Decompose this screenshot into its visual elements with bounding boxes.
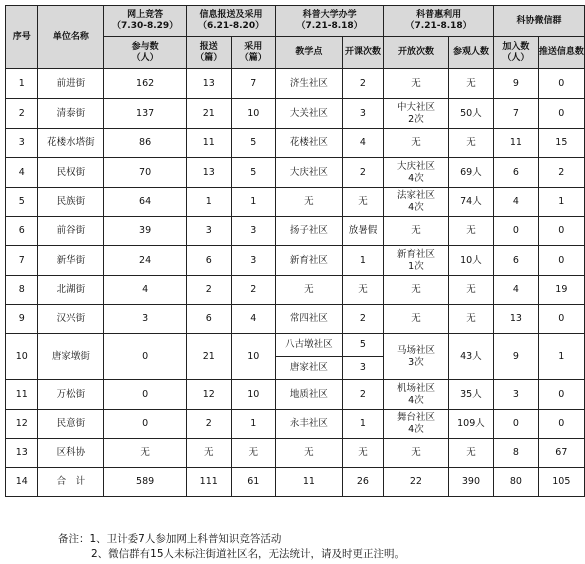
table-row (6, 439, 585, 468)
push-info-cell: 0 (538, 380, 584, 410)
header-joined: 加入数 （人） (494, 37, 539, 69)
teach-point-cell: 11 (276, 468, 343, 497)
joined-cell: 4 (494, 188, 539, 217)
joined-cell: 0 (494, 410, 539, 439)
submitted-cell: 12 (186, 380, 231, 410)
visitors-cell: 无 (448, 217, 493, 246)
participants-cell: 0 (104, 380, 187, 410)
joined-cell: 8 (494, 439, 539, 468)
joined-cell: 13 (494, 305, 539, 334)
joined-cell: 6 (494, 246, 539, 276)
open-count-cell (384, 99, 449, 129)
seq-cell: 10 (6, 334, 38, 380)
header-wechat: 科协微信群 (494, 6, 585, 37)
adopted-cell: 2 (231, 276, 276, 305)
teach-point-cell: 花楼社区 (276, 129, 343, 158)
open-count-value: 法家社区 (396, 190, 435, 201)
visitors-cell: 无 (448, 276, 493, 305)
seq-cell: 2 (6, 99, 38, 129)
header-adopted: 采用 （篇） (231, 37, 276, 69)
visitors-cell: 无 (448, 305, 493, 334)
open-count-times: 2次 (408, 113, 424, 125)
class-count-cell: 5 (342, 334, 383, 357)
unit-cell: 民意街 (38, 410, 104, 439)
class-count-cell: 4 (342, 129, 383, 158)
joined-cell: 0 (494, 217, 539, 246)
push-info-cell: 1 (538, 334, 584, 380)
seq-cell: 11 (6, 380, 38, 410)
unit-cell: 民权街 (38, 158, 104, 188)
class-count-cell: 放暑假 (342, 217, 383, 246)
table-row (6, 99, 585, 129)
joined-cell: 7 (494, 99, 539, 129)
open-count-value: 无 (411, 77, 421, 89)
open-count-cell (384, 380, 449, 410)
participants-cell: 86 (104, 129, 187, 158)
open-count-value: 舞台社区 (396, 412, 435, 423)
open-count-times: 4次 (408, 424, 424, 435)
table-row (6, 276, 585, 305)
open-count-cell (384, 276, 449, 305)
unit-cell: 万松街 (38, 380, 104, 410)
participants-cell: 64 (104, 188, 187, 217)
class-count-cell: 26 (342, 468, 383, 497)
table-row (6, 380, 585, 410)
header-unit: 单位名称 (38, 6, 104, 69)
class-count-cell: 1 (342, 410, 383, 439)
seq-cell: 12 (6, 410, 38, 439)
table-row (6, 305, 585, 334)
adopted-cell: 3 (231, 217, 276, 246)
table-row (6, 468, 585, 497)
header-visitors: 参观人数 (448, 37, 493, 69)
participants-cell: 70 (104, 158, 187, 188)
class-count-cell: 3 (342, 357, 383, 380)
unit-cell: 民族街 (38, 188, 104, 217)
header-teach-point: 教学点 (276, 37, 343, 69)
class-count-cell: 2 (342, 69, 383, 99)
teach-point-cell: 新育社区 (276, 246, 343, 276)
seq-cell: 6 (6, 217, 38, 246)
class-count-cell: 3 (342, 99, 383, 129)
unit-cell: 前进街 (38, 69, 104, 99)
header-participants: 参与数 （人） (104, 37, 187, 69)
table-row (6, 158, 585, 188)
unit-cell: 花楼水塔街 (38, 129, 104, 158)
open-count-times: 4次 (408, 394, 424, 406)
participants-cell: 137 (104, 99, 187, 129)
open-count-cell (384, 129, 449, 158)
submitted-cell: 111 (186, 468, 231, 497)
open-count-cell (384, 468, 449, 497)
seq-cell: 8 (6, 276, 38, 305)
table-row (6, 246, 585, 276)
open-count-value: 无 (411, 137, 421, 148)
header-class-count: 开课次数 (342, 37, 383, 69)
open-count-value: 无 (411, 313, 421, 324)
seq-cell: 7 (6, 246, 38, 276)
teach-point-cell: 无 (276, 276, 343, 305)
unit-cell: 合 计 (38, 468, 104, 497)
open-count-cell (384, 217, 449, 246)
note-line-1: 备注：1、卫计委7人参加网上科普知识竞答活动 (58, 533, 282, 545)
seq-cell: 13 (6, 439, 38, 468)
visitors-cell: 无 (448, 129, 493, 158)
unit-cell: 新华街 (38, 246, 104, 276)
header-push-info: 推送信息数 (538, 37, 584, 69)
seq-cell: 4 (6, 158, 38, 188)
open-count-value: 大庆社区 (396, 160, 435, 172)
open-count-value: 新育社区 (396, 248, 435, 260)
table-row (6, 217, 585, 246)
participants-cell: 24 (104, 246, 187, 276)
teach-point-cell: 济生社区 (276, 69, 343, 99)
joined-cell: 6 (494, 158, 539, 188)
open-count-times: 3次 (408, 356, 424, 368)
participants-cell: 162 (104, 69, 187, 99)
adopted-cell: 无 (231, 439, 276, 468)
seq-cell: 9 (6, 305, 38, 334)
class-count-cell: 1 (342, 246, 383, 276)
class-count-cell: 2 (342, 380, 383, 410)
adopted-cell: 7 (231, 69, 276, 99)
header-university: 科普大学办学 （7.21-8.18） (276, 6, 384, 37)
adopted-cell: 5 (231, 158, 276, 188)
visitors-cell: 无 (448, 69, 493, 99)
submitted-cell: 2 (186, 410, 231, 439)
table-row (6, 129, 585, 158)
submitted-cell: 1 (186, 188, 231, 217)
adopted-cell: 10 (231, 99, 276, 129)
adopted-cell: 10 (231, 334, 276, 380)
teach-point-cell: 无 (276, 439, 343, 468)
header-seq: 序号 (6, 6, 38, 69)
participants-cell: 589 (104, 468, 187, 497)
push-info-cell: 0 (538, 246, 584, 276)
open-count-value: 无 (411, 225, 421, 236)
seq-cell: 14 (6, 468, 38, 497)
open-count-value: 马场社区 (396, 344, 435, 356)
push-info-cell: 15 (538, 129, 584, 158)
participants-cell: 0 (104, 334, 187, 380)
push-info-cell: 0 (538, 410, 584, 439)
participants-cell: 无 (104, 439, 187, 468)
submitted-cell: 13 (186, 69, 231, 99)
participants-cell: 4 (104, 276, 187, 305)
teach-point-cell: 地质社区 (276, 380, 343, 410)
visitors-cell: 69人 (448, 158, 493, 188)
teach-point-cell: 无 (276, 188, 343, 217)
table-row (6, 188, 585, 217)
open-count-times: 1次 (408, 260, 424, 272)
unit-cell: 前谷街 (38, 217, 104, 246)
joined-cell: 9 (494, 334, 539, 380)
push-info-cell: 67 (538, 439, 584, 468)
joined-cell: 9 (494, 69, 539, 99)
push-info-cell: 105 (538, 468, 584, 497)
push-info-cell: 0 (538, 305, 584, 334)
open-count-value: 无 (411, 284, 421, 295)
teach-point-cell: 八古墩社区 (276, 334, 343, 357)
submitted-cell: 3 (186, 217, 231, 246)
visitors-cell: 390 (448, 468, 493, 497)
adopted-cell: 1 (231, 410, 276, 439)
visitors-cell: 35人 (448, 380, 493, 410)
unit-cell: 唐家墩街 (38, 334, 104, 380)
joined-cell: 80 (494, 468, 539, 497)
table-row (6, 69, 585, 99)
header-contest: 网上竞答 （7.30-8.29） (104, 6, 187, 37)
table-row (6, 410, 585, 439)
open-count-cell (384, 158, 449, 188)
push-info-cell: 1 (538, 188, 584, 217)
participants-cell: 0 (104, 410, 187, 439)
adopted-cell: 4 (231, 305, 276, 334)
submitted-cell: 21 (186, 99, 231, 129)
joined-cell: 11 (494, 129, 539, 158)
notes (58, 532, 578, 562)
push-info-cell: 19 (538, 276, 584, 305)
adopted-cell: 10 (231, 380, 276, 410)
open-count-value: 机场社区 (396, 382, 435, 394)
teach-point-cell: 常四社区 (276, 305, 343, 334)
teach-point-cell: 永丰社区 (276, 410, 343, 439)
teach-point-cell: 扬子社区 (276, 217, 343, 246)
joined-cell: 3 (494, 380, 539, 410)
unit-cell: 区科协 (38, 439, 104, 468)
seq-cell: 3 (6, 129, 38, 158)
open-count-cell (384, 188, 449, 217)
open-count-cell (384, 69, 449, 99)
visitors-cell: 109人 (448, 410, 493, 439)
teach-point-cell: 唐家社区 (276, 357, 343, 380)
adopted-cell: 61 (231, 468, 276, 497)
submitted-cell: 无 (186, 439, 231, 468)
open-count-cell (384, 246, 449, 276)
adopted-cell: 1 (231, 188, 276, 217)
unit-cell: 北湖街 (38, 276, 104, 305)
participants-cell: 3 (104, 305, 187, 334)
visitors-cell: 10人 (448, 246, 493, 276)
open-count-times: 4次 (408, 202, 424, 213)
open-count-times: 4次 (408, 172, 424, 184)
submitted-cell: 6 (186, 305, 231, 334)
push-info-cell: 0 (538, 217, 584, 246)
open-count-cell (384, 305, 449, 334)
open-count-cell (384, 410, 449, 439)
table-row (6, 334, 585, 357)
open-count-cell (384, 439, 449, 468)
table-body (6, 69, 585, 497)
header-venue: 科普惠利用 （7.21-8.18） (384, 6, 494, 37)
header-submitted: 报送 （篇） (186, 37, 231, 69)
open-count-value: 中大社区 (396, 101, 435, 113)
teach-point-cell: 大庆社区 (276, 158, 343, 188)
submitted-cell: 21 (186, 334, 231, 380)
note-line-2: 2、微信群有15人未标注街道社区名，无法统计，请及时更正注明。 (91, 548, 406, 560)
submitted-cell: 6 (186, 246, 231, 276)
header-open-count: 开放次数 (384, 37, 449, 69)
unit-cell: 清泰街 (38, 99, 104, 129)
submitted-cell: 11 (186, 129, 231, 158)
participants-cell: 39 (104, 217, 187, 246)
class-count-cell: 无 (342, 276, 383, 305)
visitors-cell: 43人 (448, 334, 493, 380)
open-count-cell (384, 334, 449, 380)
adopted-cell: 5 (231, 129, 276, 158)
header-info: 信息报送及采用 （6.21-8.20） (186, 6, 275, 37)
open-count-value: 22 (409, 476, 422, 487)
visitors-cell: 50人 (448, 99, 493, 129)
visitors-cell: 74人 (448, 188, 493, 217)
class-count-cell: 2 (342, 158, 383, 188)
seq-cell: 5 (6, 188, 38, 217)
unit-cell: 汉兴街 (38, 305, 104, 334)
submitted-cell: 13 (186, 158, 231, 188)
class-count-cell: 无 (342, 188, 383, 217)
open-count-value: 无 (411, 447, 421, 458)
class-count-cell: 2 (342, 305, 383, 334)
visitors-cell: 无 (448, 439, 493, 468)
adopted-cell: 3 (231, 246, 276, 276)
push-info-cell: 0 (538, 99, 584, 129)
class-count-cell: 无 (342, 439, 383, 468)
push-info-cell: 2 (538, 158, 584, 188)
push-info-cell: 0 (538, 69, 584, 99)
submitted-cell: 2 (186, 276, 231, 305)
teach-point-cell: 大关社区 (276, 99, 343, 129)
statistics-table (5, 5, 585, 497)
joined-cell: 4 (494, 276, 539, 305)
seq-cell: 1 (6, 69, 38, 99)
